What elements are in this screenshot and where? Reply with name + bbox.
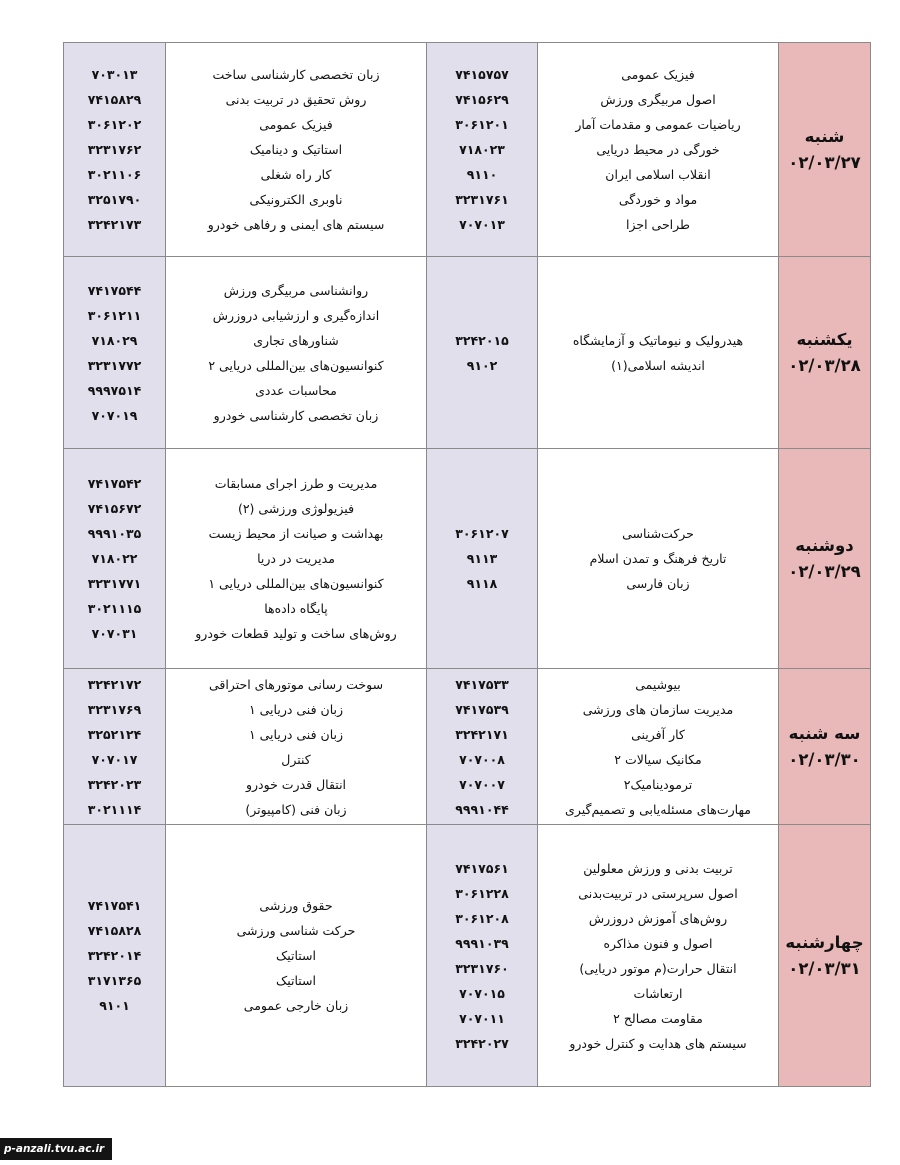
course-name: ریاضیات عمومی و مقدمات آمار [575, 117, 741, 132]
table-row [64, 449, 871, 669]
course-name: اندازه‌گیری و ارزشیابی دروزرش [212, 307, 380, 323]
course-name: فیزیک عمومی [621, 67, 695, 82]
course-name: فیزیک عمومی [259, 117, 333, 132]
course-name: کار راه شغلی [260, 167, 332, 182]
course-code: ۹۱۱۸ [466, 576, 498, 591]
afternoon-courses-cell [166, 825, 427, 1087]
course-code: ۷۰۷۰۱۹ [91, 407, 138, 423]
course-name: ترمودینامیک۲ [623, 776, 693, 792]
course-code: ۷۰۷۰۰۷ [459, 776, 505, 792]
course-code: ۳۲۳۱۷۶۰ [455, 960, 509, 976]
course-code: ۷۴۱۵۸۲۸ [87, 923, 142, 938]
course-name: مکانیک سیالات ۲ [614, 751, 702, 767]
course-code: ۷۴۱۵۷۵۷ [455, 67, 509, 82]
course-code: ۳۰۲۱۱۱۴ [87, 801, 142, 817]
course-name: ارتعاشات [633, 985, 683, 1001]
afternoon-codes-cell [64, 257, 166, 449]
course-code: ۹۱۰۱ [99, 998, 130, 1013]
site-url-badge: p-anzali.tvu.ac.ir [0, 1138, 112, 1160]
course-code: ۷۴۱۵۶۷۲ [87, 501, 142, 516]
course-name: زبان تخصصی کارشناسی ساخت [212, 67, 380, 82]
course-code: ۳۱۷۱۳۶۵ [87, 973, 142, 988]
course-code: ۷۴۱۵۸۲۹ [87, 92, 142, 107]
day-name: چهارشنبه [785, 932, 864, 952]
course-code: ۹۱۰۲ [466, 357, 498, 373]
course-code: ۹۹۹۱۰۴۴ [455, 801, 509, 817]
course-name: هیدرولیک و نیوماتیک و آزمایشگاه [572, 332, 744, 348]
course-name: روش‌های آموزش دروزرش [588, 910, 728, 926]
table-row [64, 669, 871, 825]
course-name: طراحی اجزا [625, 217, 690, 232]
day-date: ۰۲/۰۳/۳۱ [788, 958, 861, 978]
course-code: ۷۰۷۰۰۸ [459, 751, 505, 767]
day-name: سه شنبه [788, 723, 861, 743]
day-cell [779, 825, 871, 1087]
course-code: ۳۰۶۱۲۱۱ [87, 307, 142, 323]
course-code: ۳۲۵۲۱۲۴ [87, 726, 142, 742]
morning-courses-cell [538, 449, 779, 669]
course-code: ۳۲۳۱۷۷۲ [87, 357, 142, 373]
course-code: ۹۹۹۱۰۳۹ [455, 935, 509, 951]
afternoon-courses-cell [166, 669, 427, 825]
course-name: کنوانسیون‌های بین‌المللی دریایی ۲ [208, 357, 384, 373]
morning-codes-cell [427, 669, 538, 825]
course-name: انقلاب اسلامی ایران [605, 167, 711, 182]
course-code: ۷۴۱۷۵۳۳ [455, 676, 509, 692]
course-code: ۷۰۷۰۱۷ [91, 751, 138, 767]
course-code: ۷۴۱۷۵۴۲ [87, 476, 142, 491]
course-name: مدیریت و طرز اجرای مسابقات [214, 476, 378, 491]
course-name: زبان خارجی عمومی [243, 998, 349, 1013]
course-code: ۷۱۸۰۲۹ [91, 332, 138, 348]
course-code: ۷۴۱۷۵۴۱ [87, 898, 142, 913]
course-name: اصول و فنون مذاکره [603, 935, 713, 951]
course-name: ناوبری الکترونیکی [249, 192, 343, 207]
morning-codes-cell [427, 43, 538, 257]
course-code: ۳۰۶۱۲۲۸ [455, 885, 509, 901]
course-name: اندیشه اسلامی(۱) [611, 357, 705, 373]
course-name: بیوشیمی [635, 676, 681, 692]
course-name: استاتیک و دینامیک [249, 142, 343, 157]
course-name: حرکت شناسی ورزشی [236, 923, 356, 938]
course-name: انتقال حرارت(م موتور دریایی) [579, 960, 737, 976]
course-code: ۳۲۴۲۰۱۵ [455, 332, 509, 348]
day-cell [779, 257, 871, 449]
course-name: استاتیک [276, 948, 316, 963]
course-code: ۳۲۳۱۷۶۱ [455, 192, 509, 207]
course-code: ۷۱۸۰۲۳ [459, 142, 505, 157]
course-code: ۳۲۴۲۱۷۱ [455, 726, 509, 742]
afternoon-courses-cell [166, 449, 427, 669]
course-code: ۹۹۹۱۰۳۵ [87, 526, 142, 541]
course-name: کنترل [281, 751, 311, 767]
afternoon-codes-cell [64, 449, 166, 669]
course-name: اصول سرپرستی در تربیت‌بدنی [578, 885, 738, 901]
morning-courses-cell [538, 257, 779, 449]
course-code: ۷۰۷۰۱۱ [459, 1010, 505, 1026]
morning-codes-cell [427, 449, 538, 669]
course-name: روش تحقیق در تربیت بدنی [225, 92, 367, 107]
course-code: ۳۲۳۱۷۷۱ [87, 576, 142, 591]
course-code: ۳۰۶۱۲۰۲ [87, 117, 142, 132]
course-code: ۷۰۷۰۳۱ [91, 626, 138, 641]
course-code: ۳۲۵۱۷۹۰ [87, 192, 142, 207]
course-code: ۳۲۴۲۰۲۷ [455, 1035, 509, 1051]
course-code: ۳۲۴۲۰۱۴ [87, 948, 142, 963]
course-code: ۹۱۱۰ [466, 167, 498, 182]
course-code: ۷۴۱۵۶۲۹ [455, 92, 509, 107]
table-row [64, 257, 871, 449]
course-code: ۷۱۸۰۲۲ [91, 551, 138, 566]
course-code: ۷۴۱۷۵۶۱ [455, 860, 509, 876]
course-name: کار آفرینی [631, 726, 685, 742]
course-name: زبان فنی (کامپیوتر) [245, 801, 347, 817]
course-name: زبان فنی دریایی ۱ [248, 726, 344, 742]
day-date: ۰۲/۰۳/۳۰ [788, 749, 861, 769]
course-code: ۷۰۳۰۱۳ [91, 67, 138, 82]
day-name: شنبه [804, 126, 845, 146]
course-name: شناورهای تجاری [253, 332, 339, 348]
course-code: ۳۲۳۱۷۶۲ [87, 142, 142, 157]
course-name: مواد و خوردگی [618, 192, 698, 207]
course-name: فیزیولوژی ورزشی (۲) [237, 501, 355, 516]
course-name: زبان فنی دریایی ۱ [248, 701, 344, 717]
course-name: روانشناسی مربیگری ورزش [223, 282, 369, 298]
day-date: ۰۲/۰۳/۲۷ [788, 152, 861, 172]
course-name: سوخت رسانی موتورهای احتراقی [208, 676, 384, 692]
course-name: مقاومت مصالح ۲ [613, 1010, 703, 1026]
course-code: ۳۰۶۱۲۰۷ [455, 526, 509, 541]
day-cell [779, 669, 871, 825]
course-name: خورگی در محیط دریایی [596, 142, 720, 157]
morning-courses-cell [538, 669, 779, 825]
day-date: ۰۲/۰۳/۲۸ [788, 355, 861, 375]
morning-codes-cell [427, 257, 538, 449]
course-code: ۳۲۳۱۷۶۹ [87, 701, 142, 717]
afternoon-codes-cell [64, 825, 166, 1087]
exam-schedule-table [63, 42, 871, 1087]
course-name: زبان فارسی [626, 576, 690, 591]
course-code: ۷۰۷۰۱۵ [459, 985, 505, 1001]
course-code: ۹۹۹۷۵۱۴ [87, 382, 142, 398]
morning-codes-cell [427, 825, 538, 1087]
course-code: ۹۱۱۳ [466, 551, 498, 566]
course-code: ۷۰۷۰۱۳ [459, 217, 505, 232]
morning-courses-cell [538, 825, 779, 1087]
course-name: زبان تخصصی کارشناسی خودرو [213, 407, 379, 423]
course-name: تربیت بدنی و ورزش معلولین [583, 860, 733, 876]
afternoon-codes-cell [64, 669, 166, 825]
course-code: ۳۰۲۱۱۱۵ [87, 601, 142, 616]
course-name: کنوانسیون‌های بین‌المللی دریایی ۱ [208, 576, 384, 591]
course-name: سیستم های هدایت و کنترل خودرو [569, 1035, 747, 1051]
table-row [64, 43, 871, 257]
day-name: یکشنبه [796, 329, 853, 349]
course-name: حرکت‌شناسی [622, 526, 694, 541]
course-code: ۳۰۶۱۲۰۸ [455, 910, 509, 926]
course-name: پایگاه داده‌ها [264, 601, 328, 616]
course-name: تاریخ فرهنگ و تمدن اسلام [589, 551, 727, 566]
day-cell [779, 449, 871, 669]
course-name: مهارت‌های مسئله‌یابی و تصمیم‌گیری [565, 801, 751, 817]
afternoon-codes-cell [64, 43, 166, 257]
afternoon-courses-cell [166, 43, 427, 257]
course-code: ۳۲۴۲۱۷۳ [87, 217, 142, 232]
course-code: ۷۴۱۷۵۴۴ [87, 282, 142, 298]
afternoon-courses-cell [166, 257, 427, 449]
day-name: دوشنبه [795, 535, 854, 555]
course-name: انتقال قدرت خودرو [245, 776, 347, 792]
course-name: روش‌های ساخت و تولید قطعات خودرو [195, 626, 397, 641]
course-name: اصول مربیگری ورزش [600, 92, 716, 107]
course-name: استاتیک [276, 973, 316, 988]
course-name: مدیریت سازمان های ورزشی [582, 701, 734, 717]
course-code: ۳۲۴۲۰۲۳ [87, 776, 142, 792]
table-row [64, 825, 871, 1087]
course-code: ۷۴۱۷۵۳۹ [455, 701, 509, 717]
day-date: ۰۲/۰۳/۲۹ [788, 561, 861, 581]
course-code: ۳۰۶۱۲۰۱ [455, 117, 509, 132]
course-code: ۳۰۲۱۱۰۶ [87, 167, 142, 182]
day-cell [779, 43, 871, 257]
morning-courses-cell [538, 43, 779, 257]
course-name: بهداشت و صیانت از محیط زیست [208, 526, 384, 541]
course-name: حقوق ورزشی [259, 898, 333, 913]
course-name: سیستم های ایمنی و رفاهی خودرو [207, 217, 385, 232]
course-name: محاسبات عددی [255, 382, 337, 398]
course-code: ۳۲۴۲۱۷۲ [87, 676, 142, 692]
course-name: مدیریت در دریا [257, 551, 335, 566]
